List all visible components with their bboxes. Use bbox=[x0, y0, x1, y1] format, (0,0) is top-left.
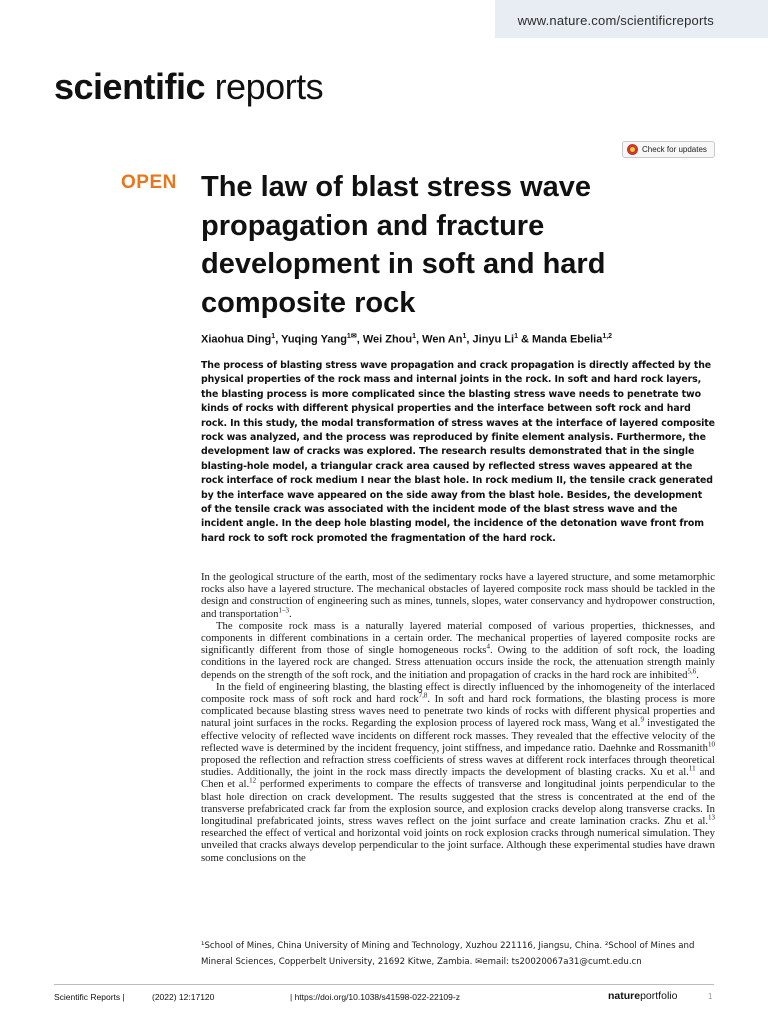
paragraph-text: proposed the reflection and refraction stress coefficients of stress waves at different rock interfaces through theoretical studies. Additionally, the joint in the rock mass directly impacts the development of blasting cracks. Xu et al. bbox=[201, 754, 715, 779]
journal-logo-light: reports bbox=[205, 66, 324, 107]
reference-link[interactable]: 10 bbox=[708, 740, 715, 749]
journal-logo-bold: scientific bbox=[54, 66, 206, 107]
open-access-label: OPEN bbox=[121, 172, 177, 193]
page-number: 1 bbox=[708, 992, 713, 1001]
publisher-light: portfolio bbox=[640, 990, 678, 1002]
author-affiliation-sup: 1 bbox=[514, 333, 518, 340]
body-text bbox=[201, 571, 715, 864]
paragraph-text: The composite rock mass is a naturally layered material composed of various properties, thicknesses, and components in different combinations in a certain order. The mechanical properties of layered composite rocks are significantly different from those of single homogeneous rocks bbox=[201, 619, 715, 657]
author-affiliation-sup: 1 bbox=[412, 333, 417, 340]
body-paragraph bbox=[201, 571, 715, 620]
reference-link[interactable]: 5,6 bbox=[687, 667, 697, 676]
reference-link[interactable]: 1–3 bbox=[278, 606, 289, 615]
paragraph-text: investigated the effective velocity of reflected wave incidents on different rock masses. They revealed that the effective velocity of the reflected wave is determined by the incident frequency, joint stiffness, and impedance ratio. Daehnke and Rossmanith bbox=[201, 717, 715, 754]
publisher-bold: nature bbox=[608, 990, 641, 1002]
paragraph-text: . Owing to the addition of soft rock, the loading conditions in the layered rock are changed. Stress attenuation occurs inside the rock, the attenuation strength mainly depends on the strength of the soft rock, and the initiation and propagation of cracks in the hard rock are inhibited bbox=[201, 644, 716, 681]
affiliations: ¹School of Mines, China University of Mining and Technology, Xuzhou 221116, Jiangsu, China. ²School of Mines and Mineral Sciences, Copperbelt University, 21692 Kitwe, Zambia. ✉email: ts20020067a31@cumt.edu.cn bbox=[201, 941, 695, 967]
reference-link[interactable]: 4 bbox=[486, 642, 490, 651]
paragraph-text: performed experiments to compare the effects of transverse and longitudinal joints perpendicular to the blast hole direction on crack development. The results suggested that the stress is concentrated at the end of the transverse prefabricated crack far from the explosion source, and explosion cracks develop along transverse cracks. In longitudinal prefabricated joints, stress waves reflect on the joint surface and create lamination cracks. Zhu et al. bbox=[201, 778, 715, 828]
paragraph-text: . bbox=[288, 607, 292, 620]
reference-link[interactable]: 9 bbox=[640, 715, 644, 724]
author-affiliation-sup: 1,2 bbox=[602, 333, 613, 340]
paragraph-text: . In soft and hard rock formations, the blasting process is more complicated because blasting stress waves need to penetrate two kinds of rocks with different physical properties and natural joint surfaces in the rocks. Regarding the explosion process of layered rock mass, Wang et al. bbox=[201, 693, 715, 730]
reference-link[interactable]: 7,8 bbox=[418, 691, 428, 700]
crossmark-icon bbox=[627, 144, 638, 155]
abstract: The process of blasting stress wave propagation and crack propagation is directly affected by the physical properties of the rock mass and internal joints in the rock. In soft and hard rock layers, the blasting process is more complicated since the blasting stress wave needs to penetrate two kinds of rocks with different physical properties and the interface between soft rock and hard rock. In this study, the modal transformation of stress waves at the interface of layered composite rock was analyzed, and the process was reproduced by finite element analysis. Furthermore, the development law of cracks was explored. The research results demonstrated that in the single blasting-hole model, a triangular crack area caused by reflected stress waves appeared at the rock interface of rock medium I near the blast hole. In rock medium II, the tensile crack generated by the interface wave appeared on the side away from the blast hole. Besides, the development of the tensile crack was associated with the incident mode of the blast stress wave and the incident angle. In the deep hole blasting model, the incidence of the detonation wave front from hard rock to soft rock promoted the fragmentation of the hard rock. bbox=[201, 360, 715, 544]
paragraph-text: and Chen et al. bbox=[201, 766, 716, 791]
paragraph-text: In the field of engineering blasting, the blasting effect is directly influenced by the inhomogeneity of the interlaced composite rock mass of soft rock and hard rock bbox=[201, 680, 715, 706]
reference-link[interactable]: 13 bbox=[708, 813, 715, 822]
author-affiliation-sup: 1 bbox=[271, 333, 276, 340]
reference-link[interactable]: 11 bbox=[688, 764, 696, 773]
author-affiliation-sup[interactable]: 1✉ bbox=[346, 333, 357, 340]
check-for-updates-button[interactable] bbox=[622, 141, 715, 158]
body-paragraph bbox=[201, 681, 715, 864]
site-url-link[interactable]: www.nature.com/scientificreports bbox=[517, 13, 714, 28]
author-name[interactable]: Wen An bbox=[422, 333, 463, 346]
footer-journal: Scientific Reports | bbox=[54, 992, 125, 1002]
body-paragraph bbox=[201, 620, 715, 681]
footer-doi-link[interactable]: | https://doi.org/10.1038/s41598-022-22109-z bbox=[290, 992, 460, 1002]
author-name[interactable]: Xiaohua Ding bbox=[201, 333, 272, 346]
author-affiliation-sup: 1 bbox=[462, 333, 467, 340]
footer-volume: (2022) 12:17120 bbox=[152, 992, 215, 1002]
reference-link[interactable]: 12 bbox=[249, 776, 257, 785]
footer-divider bbox=[54, 984, 714, 985]
author-separator: , bbox=[356, 333, 363, 346]
author-name[interactable]: Wei Zhou bbox=[362, 333, 413, 346]
site-header-bar bbox=[495, 0, 768, 38]
author-name[interactable]: Jinyu Li bbox=[472, 333, 515, 346]
author-name[interactable]: Manda Ebelia bbox=[532, 333, 603, 346]
author-separator: , bbox=[275, 333, 282, 346]
check-for-updates-label: Check for updates bbox=[642, 145, 707, 154]
paragraph-text: In the geological structure of the earth, most of the sedimentary rocks have a layered structure, and some metamorphic rocks also have a layered structure. The mechanical obstacles of layered composite rock mass should be tackled in the design and construction of engineering such as mines, tunnels, slopes, water conservancy and hydropower construction, and transportation bbox=[201, 571, 715, 620]
author-name[interactable]: Yuqing Yang bbox=[281, 333, 347, 346]
paragraph-text: researched the effect of vertical and horizontal void joints on rock explosion cracks through numerical simulation. They unveiled that cracks always develop perpendicular to the joint surface. Although these experimental studies have drawn some conclusions on the bbox=[201, 827, 715, 864]
author-list bbox=[201, 332, 721, 346]
paragraph-text: . bbox=[696, 668, 699, 681]
journal-logo[interactable] bbox=[54, 66, 323, 108]
article-title: The law of blast stress wave propagation and fracture development in soft and hard composite rock bbox=[201, 171, 606, 319]
author-separator: , bbox=[416, 333, 423, 346]
author-separator: , bbox=[466, 333, 473, 346]
nature-portfolio-logo bbox=[608, 990, 677, 1002]
author-separator: & bbox=[517, 333, 533, 346]
